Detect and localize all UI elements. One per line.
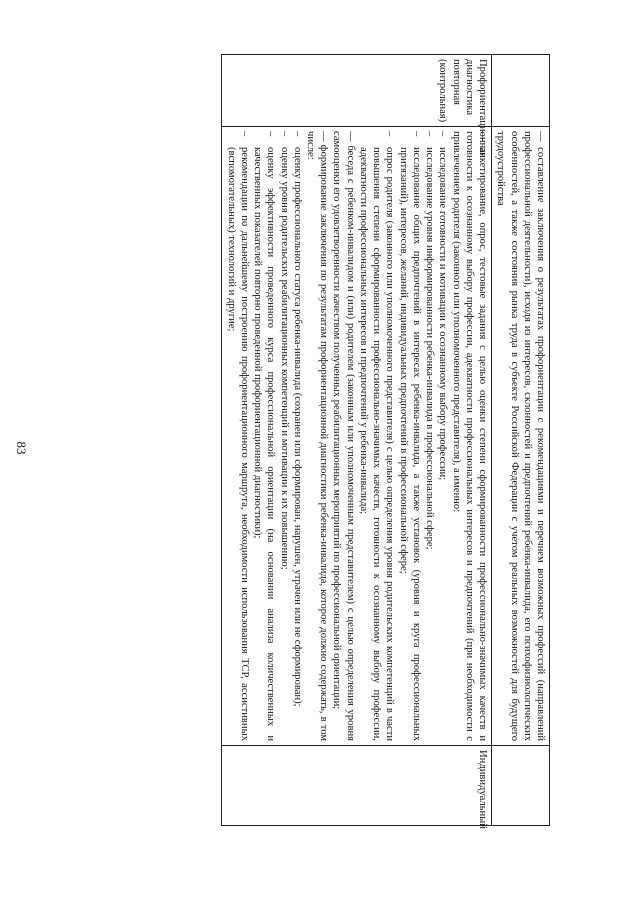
list-item: [291, 131, 304, 741]
list-dash: –: [437, 131, 449, 137]
list-item-text: оценку профессионального статуса ребенка-инвалида (сохранен или сформирован, нарушен, утрачен или не сформирован);: [291, 147, 303, 707]
content-cell: [492, 127, 550, 746]
list-item: [251, 131, 277, 741]
type-cell: Индивидуальный: [222, 746, 492, 826]
stage-cell: Профориентационная диагностика повторная (контрольная): [222, 55, 492, 127]
list-item-text: оценку уровня родительских реабилитационных компетенций и мотивации к их повышению;: [278, 147, 290, 570]
paragraph: — беседа с ребенком-инвалидом и (или) родителем (законным или уполномоченным представителем) с целью определения уровня самооценки его удовлетворенности качеством полученных реабилитационных мероприятий по профессиональной ориентации;: [331, 131, 356, 741]
list-item-text: исследование готовности и мотивации к осознанному выбору профессии;: [437, 147, 449, 481]
list-item: [224, 131, 250, 741]
paragraph: — составление заключения о результатах профориентации с рекомендациями и перечнем возможных профессий (направлений профессиональной деятельности), исходя из интересов, склонностей и предпочтений ребенка-инвалида, его психофизиологических особенностей, а также состояния рынка труда в субъекте Российской Федерации с учетом реальных возможностей для будущего трудоустройства: [495, 131, 546, 741]
list-dash: –: [410, 131, 422, 137]
list-item: [277, 131, 290, 741]
list-item-text: исследование уровня информированности ребенка-инвалида в профессиональной сфере;: [424, 147, 436, 550]
list-item-text: рекомендации по дальнейшему построению профориентационного маршрута, необходимости использования ТСР, ассистивных (вспомогательных) технологий и другие;: [225, 147, 250, 741]
list-item: [396, 131, 422, 741]
list-dash: –: [278, 131, 290, 137]
list-item-text: исследование общих предпочтений в интересах ребенка-инвалида, а также установок (уровня и круга профессиональных притязаний), интересов, желаний, индивидуальных предпочтений в профессиональной сфере;: [397, 147, 422, 741]
list-item: [423, 131, 436, 741]
table-row: [222, 55, 492, 826]
list-dash: –: [291, 131, 303, 137]
list-item: [436, 131, 449, 741]
page-number: 83: [14, 441, 29, 455]
content-cell: [222, 127, 492, 746]
list-dash: –: [238, 131, 250, 137]
type-cell: [492, 746, 550, 826]
list-dash: –: [424, 131, 436, 137]
list-item-text: опрос родителя (законного или уполномоченного представителя) с целью определения уровня родительских компетенций в части повышения степени сформированности профессионально-значимых качеств, готовности к осознанному выбору профессии, адекватности профессиональных интересов и предпочтений у ребенка-инвалида;: [357, 147, 396, 741]
paragraph: — формирование заключения по результатам профориентационной диагностики ребенка-инвалида, которое должно содержать, в том числе:: [305, 131, 330, 741]
list-dash: –: [384, 131, 396, 137]
list-item-text: оценку эффективности проведенного курса профессиональной ориентации (на основании анализа количественных и качественных показателей повторно проведенной профориентационной диагностики);: [252, 147, 277, 741]
program-table: [221, 54, 550, 829]
list-item: [357, 131, 397, 741]
table-row: [492, 55, 550, 826]
list-dash: –: [265, 131, 277, 137]
paragraph: — анкетирование, опрос, тестовые задания с целью оценки степени сформированности профессионально-значимых качеств и готовности к осознанному выбору профессии, адекватности профессиональных интересов и предпочтений (при необходимости с привлечением родителя (законного или уполномоченного представителя), а именно:: [450, 131, 489, 741]
table-body: [222, 55, 550, 829]
stage-cell: [492, 55, 550, 127]
